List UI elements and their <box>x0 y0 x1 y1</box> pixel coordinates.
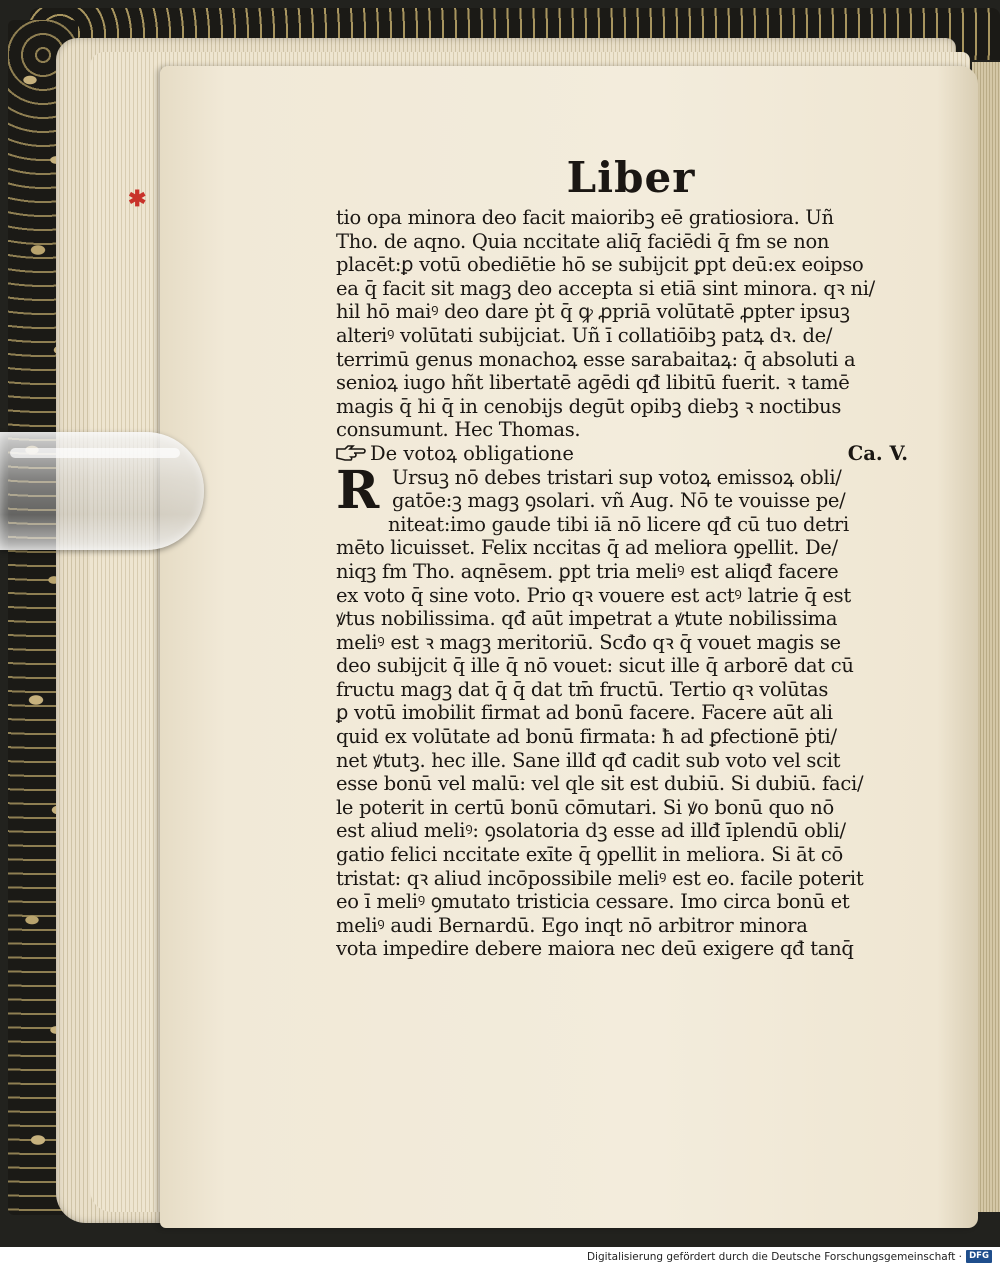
text-line: net ꝟtutꝫ. hec ille. Sane illđ qđ cadit sub voto vel scit <box>336 748 841 772</box>
paragraph-after-chapter <box>336 513 916 961</box>
text-line: alteriꝰ volūtati subijciat. Uñ ī collatiōibꝫ patꝝ dꝛ. de/ <box>336 323 833 347</box>
text-line: vota impedire debere maiora nec deū exigere qđ tanq̄ <box>336 937 854 961</box>
text-line: terrimū genus monachoꝝ esse sarabaitaꝝ: q̄ absoluti a <box>336 347 856 371</box>
text-block <box>336 150 916 961</box>
dfg-logo[interactable]: DFG <box>966 1250 992 1263</box>
text-line: est aliud meliꝰ: ꝯsolatoria dꝫ esse ad illđ īplendū obli/ <box>336 819 846 843</box>
text-line: eo ī meliꝰ ꝯmutato tristicia cessare. Imo circa bonū et <box>336 890 850 914</box>
text-line: niteat:imo gaude tibi iā nō licere qđ cū tuo detri <box>388 512 849 536</box>
text-line: meliꝰ audi Bernardū. Ego inqt nō arbitror minora <box>336 913 808 937</box>
text-line: quid ex volūtate ad bonū firmata: ħ ad ꝑfectionē ṗti/ <box>336 725 837 749</box>
chapter-title: De votoꝝ obligatione <box>370 441 574 465</box>
text-line: senioꝝ iugo hñt libertatē agēdi qđ libitū fuerit. ꝛ tamē <box>336 371 850 395</box>
text-line: magis q̄ hi q̄ in cenobijs degūt opibꝫ diebꝫ ꝛ noctibus <box>336 394 842 418</box>
text-line: ꝑ votū imobilit firmat ad bonū facere. Facere aūt ali <box>336 701 833 725</box>
text-line: gatōe:ꝫ magꝫ ꝯsolari. vñ Aug. Nō te vouisse pe/ <box>392 489 846 513</box>
text-line: consumunt. Hec Thomas. <box>336 418 581 442</box>
text-line: niqꝫ fm Tho. aqnēsem. ꝑpt tria meliꝰ est aliqđ facere <box>336 559 839 583</box>
paragraph-with-initial <box>336 459 916 521</box>
paragraph-before-chapter <box>336 206 916 442</box>
text-line: mēto licuisset. Felix nccitas q̄ ad meliora ꝯpellit. De/ <box>336 536 838 560</box>
text-line: hil hō maiꝰ deo dare ṗt q̄ ꝙ ꝓpriā volūtatē ꝓpter ipsuꝫ <box>336 300 850 324</box>
text-line: Ursuꝫ nō debes tristari sup votoꝝ emissoꝝ obli/ <box>392 465 842 489</box>
text-line: ꝟtus nobilissima. qđ aūt impetrat a ꝟtute nobilissima <box>336 607 838 631</box>
chapter-heading-line <box>336 442 916 466</box>
text-line: fructu magꝫ dat q̄ q̄ dat tm̄ fructū. Tertio qꝛ volūtas <box>336 677 829 701</box>
text-line: esse bonū vel malū: vel qle sit est dubiū. Si dubiū. faci/ <box>336 772 864 796</box>
text-line: le poterit in certū bonū cōmutari. Si ꝟo bonū quo nō <box>336 795 834 819</box>
text-line: tristat: qꝛ aliud incōpossibile meliꝰ est eo. facile poterit <box>336 866 864 890</box>
text-line: tio opa minora deo facit maioribꝫ eē gratiosiora. Uñ <box>336 206 834 229</box>
text-line: placēt:ꝑ votū obediētie hō se subijcit ꝑpt deū:ex eoipso <box>336 253 864 277</box>
glass-page-weight-highlight <box>10 448 180 458</box>
chapter-number: Ca. V. <box>847 441 908 465</box>
text-line: meliꝰ est ꝛ magꝫ meritoriū. Scđo qꝛ q̄ vouet magis se <box>336 630 841 654</box>
text-line: ex voto q̄ sine voto. Prio qꝛ vouere est actꝰ latrie q̄ est <box>336 583 851 607</box>
footer-banner <box>0 1247 1000 1267</box>
text-line: deo subijcit q̄ ille q̄ nō vouet: sicut ille q̄ arborē dat cū <box>336 654 854 678</box>
red-ink-mark: ✱ <box>128 186 147 212</box>
running-head: Liber <box>566 153 696 202</box>
funding-credit: Digitalisierung gefördert durch die Deutsche Forschungsgemeinschaft · <box>586 1251 962 1263</box>
text-line: Tho. de aqno. Quia nccitate aliq̄ faciēdi q̄ fm se non <box>336 229 830 253</box>
initial-letter: R <box>336 459 380 521</box>
text-line: ea q̄ facit sit magꝫ deo accepta si etiā sint minora. qꝛ ni/ <box>336 276 875 300</box>
text-line: gatio felici nccitate exīte q̄ ꝯpellit in meliora. Si āt cō <box>336 843 843 867</box>
